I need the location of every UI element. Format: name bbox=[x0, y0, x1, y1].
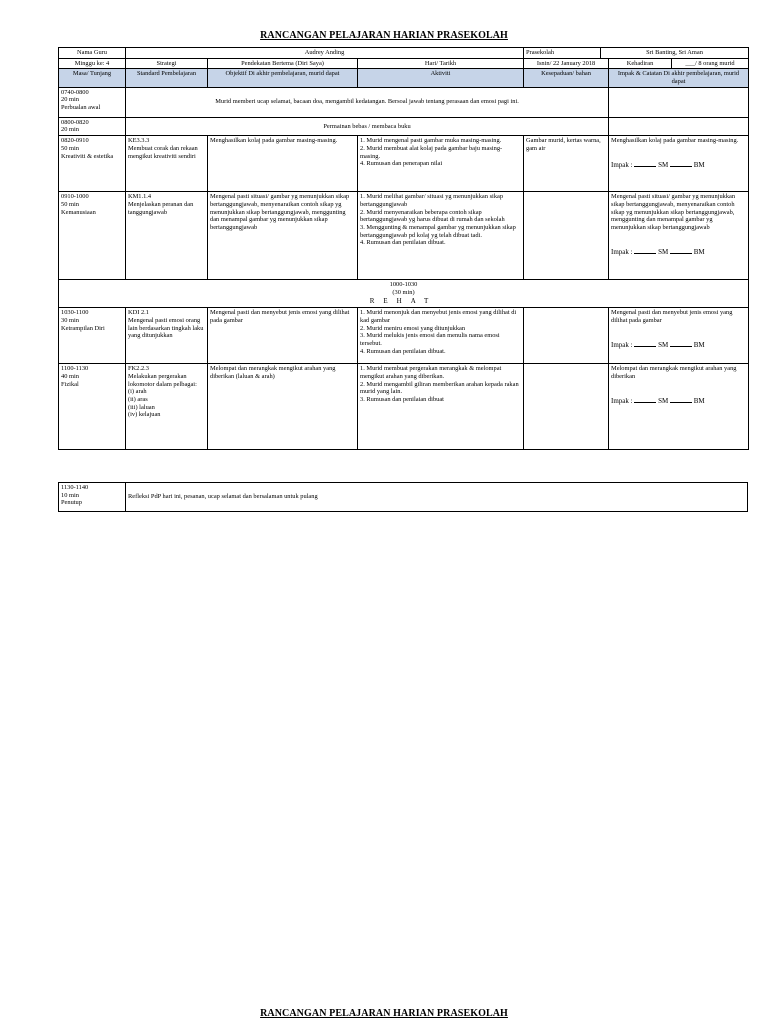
impak-bm: BM bbox=[693, 161, 705, 170]
masa-cell: 0910-1000 50 min Kemanusiaan bbox=[59, 192, 126, 280]
impak-cell bbox=[609, 364, 749, 450]
impak-sm: SM bbox=[658, 247, 669, 256]
prasekolah-name: Sri Banting, Sri Aman bbox=[646, 49, 703, 56]
impak-sm: SM bbox=[658, 396, 669, 405]
impak-text: Melompat dan merangkak mengikut arahan yang diberikan bbox=[611, 365, 737, 380]
kesepaduan-cell bbox=[524, 308, 609, 364]
impak-blank[interactable] bbox=[670, 396, 692, 403]
rehat-dur: (30 min) bbox=[392, 288, 415, 296]
impak-score-line bbox=[611, 246, 746, 254]
hari-label: Hari/ Tarikh bbox=[358, 58, 524, 69]
table-row bbox=[59, 308, 749, 364]
masa-cell: 0820-0910 50 min Kreativiti & estetika bbox=[59, 136, 126, 192]
impak-prefix: Impak : bbox=[611, 396, 633, 405]
standard-cell: KDI 2.1 Mengenal pasti emosi orang lain berdasarkan tingkah laku yang ditunjukkan bbox=[126, 308, 208, 364]
strategi-value: Pendekatan Bertema (Diri Saya) bbox=[208, 58, 358, 69]
hari-value: Isnin/ 22 January 2018 bbox=[524, 58, 609, 69]
kesepaduan-cell bbox=[524, 192, 609, 280]
table-row bbox=[59, 483, 748, 512]
impak-blank[interactable] bbox=[634, 247, 656, 254]
impak-text: Mengenal pasti dan menyebut jenis emosi yang dilihat pada gambar bbox=[611, 309, 733, 324]
merged-activity: Murid memberi ucap selamat, bacaan doa, mengambil kedatangan. Bersoal jawab tentang perasaan dan emosi pagi ini. bbox=[126, 87, 609, 117]
objektif-cell: Melompat dan merangkak mengikut arahan yang diberikan (laluan & arah) bbox=[208, 364, 358, 450]
aktiviti-cell: 1. Murid membuat pergerakan merangkak & melompat mengikut arahan yang diberikan. 2. Murid mengambil giliran memberikan arahan kepada rakan murid yang lain. 3. Rumusan dan penilaian dibuat bbox=[358, 364, 524, 450]
merged-activity: Permainan bebas / membaca buku bbox=[126, 117, 609, 135]
impak-cell bbox=[609, 308, 749, 364]
table-row bbox=[59, 87, 749, 117]
objektif-cell: Menghasilkan kolaj pada gambar masing-masing. bbox=[208, 136, 358, 192]
page-title: RANCANGAN PELAJARAN HARIAN PRASEKOLAH bbox=[260, 30, 508, 41]
kehadiran-label: Kehadiran bbox=[609, 59, 672, 69]
table-row bbox=[59, 136, 749, 192]
header-aktiviti: Aktiviti bbox=[358, 69, 524, 87]
header-kesepaduan: Kesepaduan/ bahan bbox=[524, 69, 609, 87]
closing-table bbox=[58, 482, 748, 512]
impak-blank[interactable] bbox=[670, 160, 692, 167]
objektif-cell: Mengenal pasti situasi/ gambar yg menunjukkan sikap bertanggungjawab, menyenaraikan contoh sikap yg menunjukkan sikap bertanggungjawab, menggunting dan menampal gambar yg menunjukkan sikap bertanggungjawab bbox=[208, 192, 358, 280]
rehat-cell bbox=[59, 280, 749, 308]
standard-cell: FK2.2.3 Melakukan pergerakan lokomotor dalam pelbagai: (i) arah (ii) aras (iii) laluan (iv) kelajuan bbox=[126, 364, 208, 450]
header-masa: Masa/ Tunjang bbox=[59, 69, 126, 87]
nama-guru-value: Audrey Anding bbox=[126, 48, 524, 59]
kehadiran-cell bbox=[609, 58, 749, 69]
impak-bm: BM bbox=[693, 340, 705, 349]
strategi-label: Strategi bbox=[126, 58, 208, 69]
impak-text: Mengenal pasti situasi/ gambar yg menunjukkan sikap bertanggungjawab, menyenaraikan contoh sikap yg menunjukkan sikap bertanggungjawab, menggunting dan menampal gambar yg menunjukkan sikap bertanggungjawab bbox=[611, 193, 736, 231]
impak-prefix: Impak : bbox=[611, 161, 633, 170]
impak-score-line bbox=[611, 339, 746, 347]
page-title-repeat: RANCANGAN PELAJARAN HARIAN PRASEKOLAH bbox=[260, 1008, 508, 1019]
impak-bm: BM bbox=[693, 396, 705, 405]
impak-bm: BM bbox=[693, 247, 705, 256]
prasekolah-value bbox=[524, 48, 749, 59]
kesepaduan-cell bbox=[524, 364, 609, 450]
standard-cell: KE3.3.3 Membuat corak dan rekaan mengikut kreativiti sendiri bbox=[126, 136, 208, 192]
masa-cell: 0800-0820 20 min bbox=[59, 117, 126, 135]
minggu: Minggu ke: 4 bbox=[59, 58, 126, 69]
table-row bbox=[59, 117, 749, 135]
table-row bbox=[59, 192, 749, 280]
impak-cell bbox=[609, 136, 749, 192]
impak-cell bbox=[609, 87, 749, 117]
impak-blank[interactable] bbox=[634, 340, 656, 347]
impak-score-line bbox=[611, 395, 746, 403]
masa-cell: 1030-1100 30 min Ketrampilan Diri bbox=[59, 308, 126, 364]
penutup-masa: 1130-1140 10 min Penutup bbox=[59, 483, 126, 512]
rehat-word: REHAT bbox=[369, 296, 438, 305]
aktiviti-cell: 1. Murid melihat gambar/ situasi yg menunjukkan sikap bertanggungjawab 2. Murid menyenaraikan beberapa contoh sikap bertanggungjawab yg harus dibuat di rumah dan sekolah 3. Menggunting & menampal gambar yg menunjukkan sikap bertanggungjawab pd kolaj yg telah dibuat tadi. 4. Rumusan dan penilaian dibuat. bbox=[358, 192, 524, 280]
info-row-week bbox=[59, 58, 749, 69]
impak-text: Menghasilkan kolaj pada gambar masing-masing. bbox=[611, 137, 739, 145]
table-row bbox=[59, 280, 749, 308]
impak-blank[interactable] bbox=[670, 247, 692, 254]
impak-prefix: Impak : bbox=[611, 340, 633, 349]
standard-cell: KM1.1.4 Menjelaskan peranan dan tanggungjawab bbox=[126, 192, 208, 280]
prasekolah-label-inner: Prasekolah bbox=[524, 48, 601, 58]
lesson-plan-table bbox=[58, 47, 749, 450]
impak-blank[interactable] bbox=[634, 396, 656, 403]
impak-sm: SM bbox=[658, 340, 669, 349]
header-standard: Standard Pembelajaran bbox=[126, 69, 208, 87]
nama-guru-label: Nama Guru bbox=[59, 48, 126, 59]
info-row-teacher bbox=[59, 48, 749, 59]
objektif-cell: Mengenal pasti dan menyebut jenis emosi yang dilihat pada gambar bbox=[208, 308, 358, 364]
impak-score-line bbox=[611, 159, 746, 170]
aktiviti-cell: 1. Murid menonjuk dan menyebut jenis emosi yang dilihat di kad gambar 2. Murid meniru emosi yang ditunjukkan 3. Murid melukis jenis emosi dan menulis nama emosi tersebut. 4. Rumusan dan penilaian dibuat. bbox=[358, 308, 524, 364]
kesepaduan-cell: Gambar murid, kertas warna, gam air bbox=[524, 136, 609, 192]
header-objektif: Objektif Di akhir pembelajaran, murid dapat bbox=[208, 69, 358, 87]
impak-cell bbox=[609, 117, 749, 135]
masa-cell: 1100-1130 40 min Fizikal bbox=[59, 364, 126, 450]
masa-cell: 0740-0800 20 min Perbualan awal bbox=[59, 87, 126, 117]
rehat-time: 1000-1030 bbox=[389, 281, 418, 289]
impak-prefix: Impak : bbox=[611, 247, 633, 256]
aktiviti-cell: 1. Murid mengenal pasti gambar muka masing-masing. 2. Murid membuat alat kolaj pada gambar baju masing-masing. 4. Rumusan dan penerapan nilai bbox=[358, 136, 524, 192]
impak-blank[interactable] bbox=[670, 340, 692, 347]
penutup-text: Refleksi PdP hari ini, pesanan, ucap selamat dan bersalaman untuk pulang bbox=[126, 483, 748, 512]
impak-sm: SM bbox=[658, 161, 669, 170]
impak-blank[interactable] bbox=[634, 160, 656, 167]
table-row bbox=[59, 364, 749, 450]
header-impak: Impak & Catatan Di akhir pembelajaran, murid dapat bbox=[609, 69, 749, 87]
kehadiran-value: ___/ 8 orang murid bbox=[685, 59, 735, 67]
column-header-row bbox=[59, 69, 749, 87]
impak-cell bbox=[609, 192, 749, 280]
